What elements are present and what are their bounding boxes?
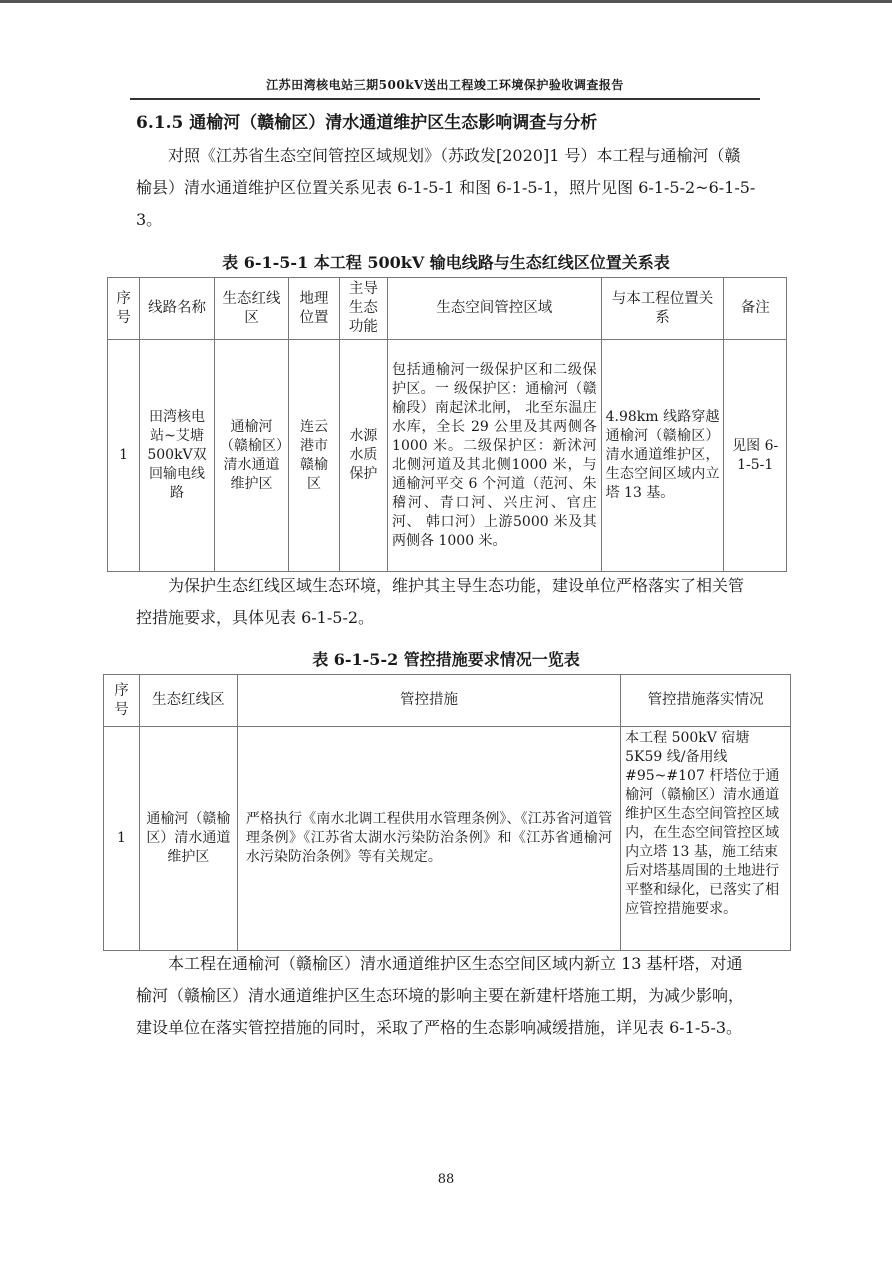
- paragraph-intro-text: 对照《江苏省生态空间管控区域规划》（苏政发[2020]1 号）本工程与通榆河（赣榆县）清水通道维护区位置关系见表 6-1-5-1 和图 6-1-5-1，照片见图 6-1-5-2~6-1-5-3。: [136, 146, 756, 229]
- table1-caption: 表 6-1-5-1 本工程 500kV 输电线路与生态红线区位置关系表: [222, 253, 670, 272]
- ecological-function: 水源水质保护: [339, 340, 387, 572]
- table2-header-cell: 管控措施落实情况: [621, 675, 791, 727]
- redline-area: 通榆河（赣榆区）清水通道维护区: [214, 340, 289, 572]
- control-measures: 严格执行《南水北调工程供用水管理条例》、《江苏省河道管理条例》《江苏省太湖水污染防治条例》和《江苏省通榆河水污染防治条例》等有关规定。: [237, 727, 620, 951]
- table1-header-row: [108, 278, 787, 340]
- line-name: 田湾核电站~艾塘500kV双回输电线路: [140, 340, 215, 572]
- table2-header-cell: 管控措施: [237, 675, 620, 727]
- table2-header-cell: 序号: [104, 675, 140, 727]
- running-header: 江苏田湾核电站三期500kV送出工程竣工环境保护验收调查报告: [266, 78, 624, 92]
- table1-header-cell: 地理位置: [289, 278, 339, 340]
- header-rule: [130, 98, 760, 100]
- row-number: 1: [108, 340, 140, 572]
- paragraph-measures-text: 为保护生态红线区域生态环境，维护其主导生态功能，建设单位严格落实了相关管控措施要求，具体见表 6-1-5-2。: [136, 576, 745, 627]
- table2-header-row: [104, 675, 791, 727]
- section-title: 6.1.5 通榆河（赣榆区）清水通道维护区生态影响调查与分析: [136, 113, 598, 133]
- table1-header-cell: 生态红线区: [214, 278, 289, 340]
- table-row: [104, 727, 791, 951]
- paragraph-intro: [136, 140, 756, 236]
- page-top-border: [0, 0, 892, 3]
- table2-header-cell: 生态红线区: [139, 675, 237, 727]
- location: 连云港市赣榆区: [289, 340, 339, 572]
- table2-caption: 表 6-1-5-2 管控措施要求情况一览表: [312, 650, 580, 669]
- position-relation: 4.98km 线路穿越通榆河（赣榆区）清水通道维护区，生态空间区域内立塔 13 基。: [601, 340, 724, 572]
- table1-header-cell: 备注: [724, 278, 787, 340]
- measures-implementation: 本工程 500kV 宿塘5K59 线/备用线#95~#107 杆塔位于通榆河（赣榆区）清水通道维护区生态空间管控区域内，在生态空间管控区域内立塔 13 基，施工结束后对塔基周围的土地进行平整和绿化，已落实了相应管控措施要求。: [621, 727, 791, 951]
- paragraph-measures: [136, 570, 756, 634]
- control-area: 包括通榆河一级保护区和二级保护区。一 级保护区：通榆河（赣榆段）南起沭北闸， 北至东温庄水库，全长 29 公里及其两侧各 1000 米。二级保护区：新沭河北侧河道及其北侧1000 米，与通榆河平交 6 个河道（范河、朱稽河、青口河、兴庄河、官庄河、 韩口河）上游5000 米及其两侧各 1000 米。: [388, 340, 602, 572]
- redline-area: 通榆河（赣榆区）清水通道维护区: [139, 727, 237, 951]
- table1-position-relation: [107, 277, 787, 572]
- table1-header-cell: 与本工程位置关系: [601, 278, 724, 340]
- table2-control-measures: [103, 674, 791, 951]
- row-number: 1: [104, 727, 140, 951]
- page-number: 88: [437, 1172, 455, 1187]
- table1-header-cell: 序号: [108, 278, 140, 340]
- table1-header-cell: 生态空间管控区域: [388, 278, 602, 340]
- table-row: [108, 340, 787, 572]
- paragraph-impact: [136, 948, 756, 1044]
- table1-header-cell: 线路名称: [140, 278, 215, 340]
- paragraph-impact-text: 本工程在通榆河（赣榆区）清水通道维护区生态空间区域内新立 13 基杆塔，对通榆河（赣榆区）清水通道维护区生态环境的影响主要在新建杆塔施工期，为减少影响，建设单位在落实管控措施的同时，采取了严格的生态影响减缓措施，详见表 6-1-5-3。: [136, 954, 745, 1037]
- table1-header-cell: 主导生态功能: [339, 278, 387, 340]
- remark: 见图 6-1-5-1: [724, 340, 787, 572]
